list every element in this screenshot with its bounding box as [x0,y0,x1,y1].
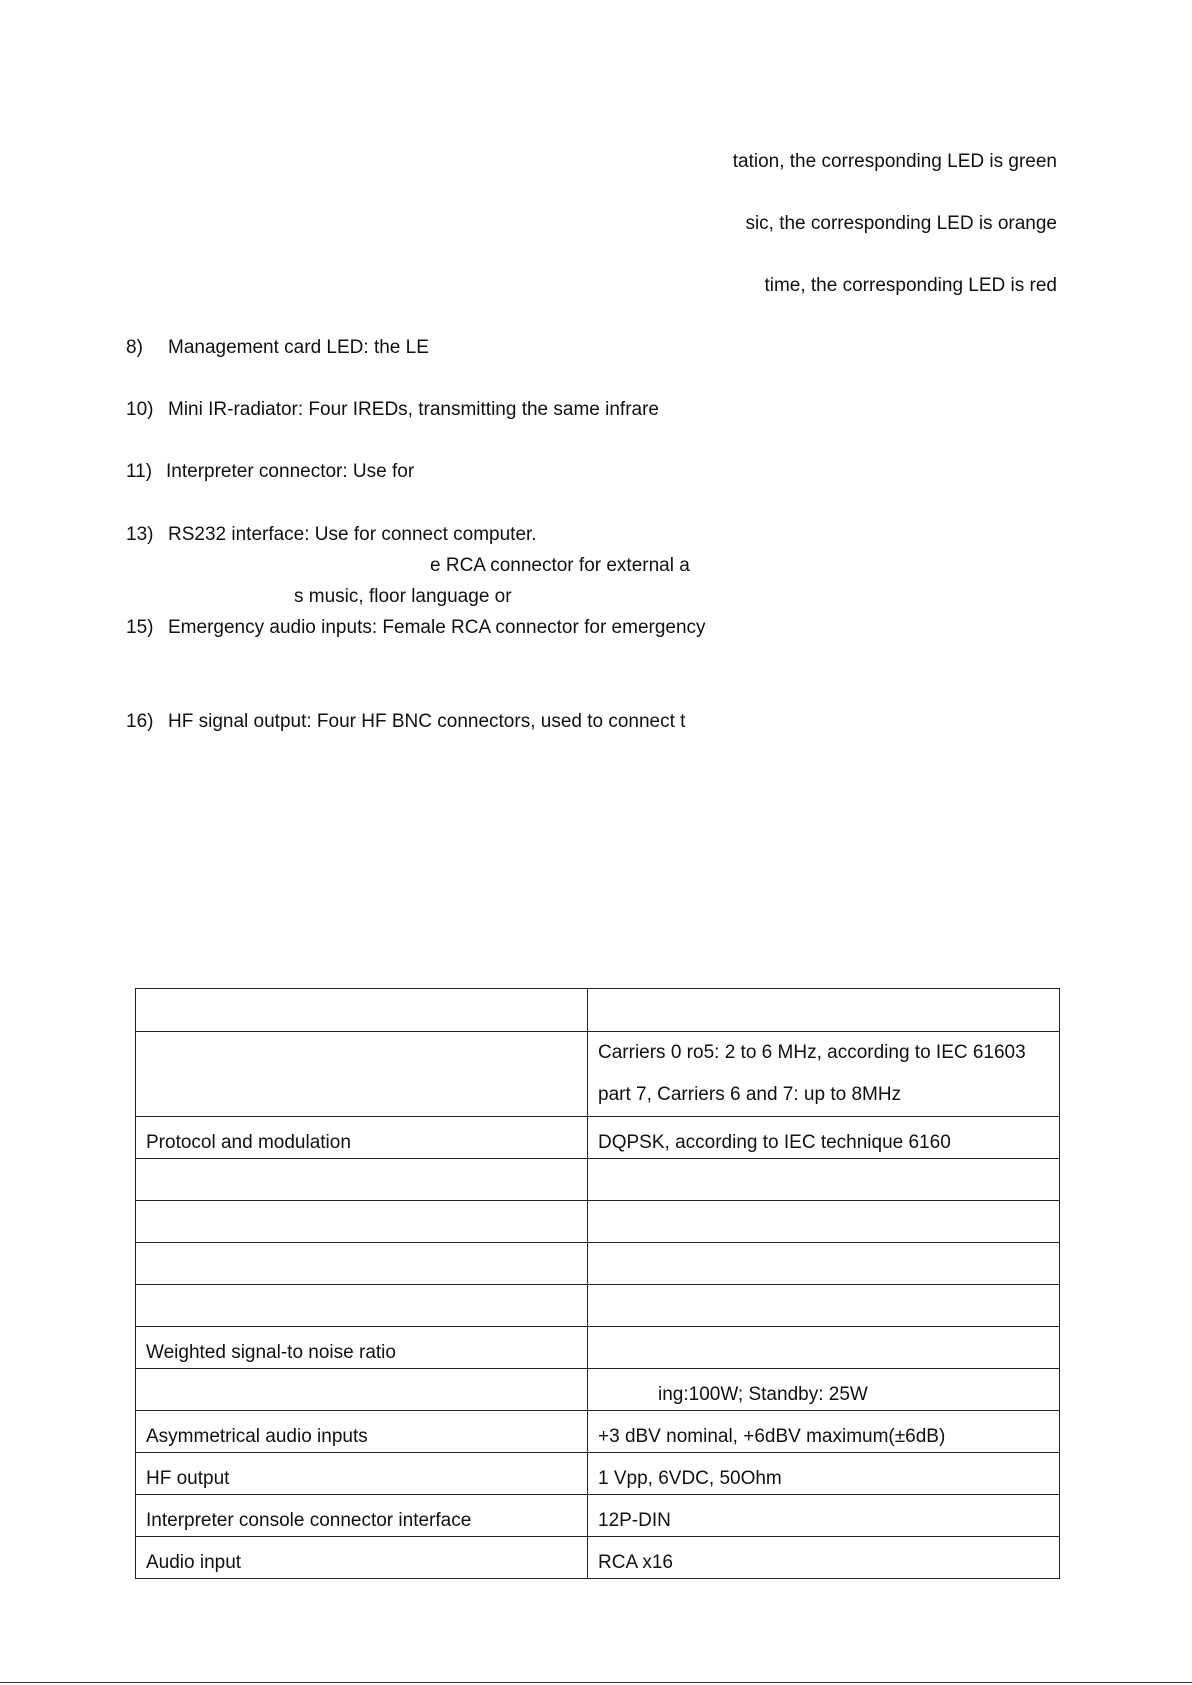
table-row [136,1117,1060,1159]
spec-value [588,1159,1060,1201]
spec-label [136,1201,588,1243]
table-row [136,1369,1060,1411]
spec-label: Asymmetrical audio inputs [136,1411,588,1453]
spec-label [136,1243,588,1285]
list-item-10 [126,399,659,421]
spec-label: HF output [136,1453,588,1495]
list-item-11 [126,461,414,483]
led-green-line: tation, the corresponding LED is green [732,151,1057,172]
spec-value: 12P-DIN [588,1495,1060,1537]
spec-value [588,1285,1060,1327]
table-row [136,1285,1060,1327]
spec-label [136,989,588,1032]
item-number: 11) [126,461,153,482]
spec-table [135,988,1060,1579]
spec-label [136,1159,588,1201]
spec-label: Audio input [136,1537,588,1579]
spec-value [588,1201,1060,1243]
table-row [136,1032,1060,1117]
spec-value: ing:100W; Standby: 25W [588,1369,1060,1411]
list-item-8 [126,337,429,359]
item-text: Mini IR-radiator: Four IREDs, transmitting the same infrare [168,399,659,420]
item-number: 10) [126,399,154,420]
table-row [136,1453,1060,1495]
spec-label: Interpreter console connector interface [136,1495,588,1537]
spec-value: 1 Vpp, 6VDC, 50Ohm [588,1453,1060,1495]
item-text: s music, floor language or [294,586,512,607]
table-row [136,1201,1060,1243]
list-item-14-fragment-b [294,586,512,608]
spec-value-line: part 7, Carriers 6 and 7: up to 8MHz [598,1084,902,1105]
list-item-15 [126,617,706,639]
spec-value [588,1327,1060,1369]
spec-value: RCA x16 [588,1537,1060,1579]
item-number: 15) [126,617,154,638]
table-row [136,1411,1060,1453]
spec-label: Weighted signal-to noise ratio [136,1327,588,1369]
page-bottom-rule [0,1682,1192,1683]
item-text: e RCA connector for external a [430,555,690,576]
item-text: Management card LED: the LE [168,337,429,358]
spec-value-line: Carriers 0 ro5: 2 to 6 MHz, according to IEC 61603 [598,1042,1026,1063]
item-text: Emergency audio inputs: Female RCA connector for emergency [168,617,706,638]
item-text: RS232 interface: Use for connect computer. [168,524,537,545]
spec-label: Protocol and modulation [136,1117,588,1159]
spec-label [136,1285,588,1327]
spec-value: DQPSK, according to IEC technique 6160 [588,1117,1060,1159]
led-red-line: time, the corresponding LED is red [764,275,1057,296]
table-row [136,989,1060,1032]
table-row [136,1327,1060,1369]
table-row [136,1495,1060,1537]
list-item-16 [126,711,685,733]
spec-value [588,989,1060,1032]
spec-label [136,1032,588,1117]
table-row [136,1243,1060,1285]
table-row [136,1159,1060,1201]
item-number: 13) [126,524,154,545]
led-orange-line: sic, the corresponding LED is orange [745,213,1057,234]
list-item-14-fragment-a [430,555,690,577]
item-number: 16) [126,711,154,732]
item-number: 8) [126,337,143,358]
spec-value: +3 dBV nominal, +6dBV maximum(±6dB) [588,1411,1060,1453]
list-item-13 [126,524,537,546]
item-text: HF signal output: Four HF BNC connectors, used to connect t [168,711,686,732]
spec-value [588,1032,1060,1117]
table-row [136,1537,1060,1579]
spec-label [136,1369,588,1411]
spec-value [588,1243,1060,1285]
item-text: Interpreter connector: Use for [166,461,415,482]
